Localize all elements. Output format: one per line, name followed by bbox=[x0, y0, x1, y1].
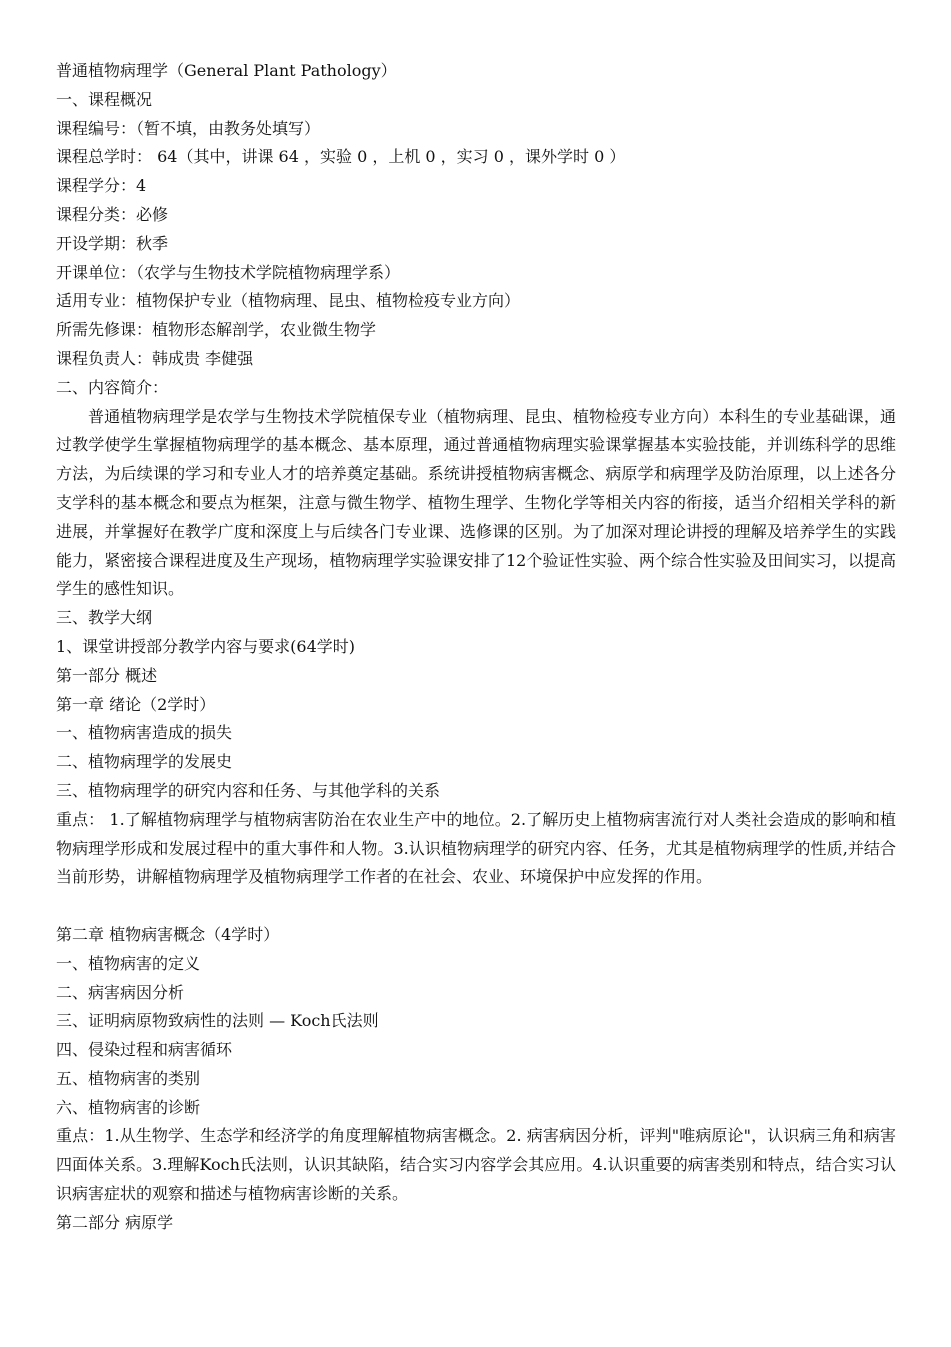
intro-paragraph: 普通植物病理学是农学与生物技术学院植保专业（植物病理、昆虫、植物检疫专业方向）本科生的专业基础课，通过教学使学生掌握植物病理学的基本概念、基本原理，通过普通植物病理实验课掌握基本实验技能，并训练科学的思维方法，为后续课的学习和专业人才的培养奠定基础。系统讲授植物病害概念、病原学和病理学及防治原理，以上述各分支学科的基本概念和要点为框架，注意与微生物学、植物生理学、生物化学等相关内容的衔接，适当介绍相关学科的新进展，并掌握好在教学广度和深度上与后续各门专业课、选修课的区别。为了加深对理论讲授的理解及培养学生的实践能力，紧密接合课程进度及生产现场，植物病理学实验课安排了12个验证性实验、两个综合性实验及田间实习，以提高学生的感性知识。 bbox=[56, 406, 896, 599]
chapter-two-item: 四、侵染过程和病害循环 bbox=[56, 1040, 233, 1060]
course-code: 课程编号：（暂不填，由教务处填写） bbox=[56, 118, 321, 138]
chapter-two-item: 一、植物病害的定义 bbox=[56, 953, 201, 973]
chapter-one-item: 一、植物病害造成的损失 bbox=[56, 723, 233, 743]
chapter-two-item: 三、证明病原物致病性的法则 — Koch氏法则 bbox=[56, 1011, 379, 1031]
chapter-two-keypoints: 重点：1.从生物学、生态学和经济学的角度理解植物病害概念。2. 病害病因分析，评判"唯病原论"，认识病三角和病害四面体关系。3.理解Koch氏法则，认识其缺陷，结合实习内容学会其应用。4.认识重要的病害类别和特点，结合实习认识病害症状的观察和描述与植物病害诊断的关系。 bbox=[56, 1126, 896, 1204]
document-title: 普通植物病理学（General Plant Pathology） bbox=[56, 61, 397, 80]
course-instructors: 课程负责人：韩成贵 李健强 bbox=[56, 348, 254, 368]
lecture-part-heading: 1、课堂讲授部分教学内容与要求(64学时) bbox=[56, 636, 356, 656]
chapter-two-title: 第二章 植物病害概念（4学时） bbox=[56, 924, 280, 944]
part-one-heading: 第一部分 概述 bbox=[56, 665, 158, 685]
course-department: 开课单位：（农学与生物技术学院植物病理学系） bbox=[56, 262, 401, 282]
chapter-two-item: 六、植物病害的诊断 bbox=[56, 1097, 201, 1117]
chapter-one-title: 第一章 绪论（2学时） bbox=[56, 694, 216, 714]
course-majors: 适用专业：植物保护专业（植物病理、昆虫、植物检疫专业方向） bbox=[56, 291, 521, 311]
chapter-one-item: 二、植物病理学的发展史 bbox=[56, 752, 233, 772]
chapter-two-item: 五、植物病害的类别 bbox=[56, 1068, 201, 1088]
chapter-one-keypoints: 重点： 1.了解植物病理学与植物病害防治在农业生产中的地位。2.了解历史上植物病害流行对人类社会造成的影响和植物病理学形成和发展过程中的重大事件和人物。3.认识植物病理学的研究内容、任务，尤其是植物病理学的性质,并结合当前形势，讲解植物病理学及植物病理学工作者的在社会、农业、环境保护中应发挥的作用。 bbox=[56, 809, 896, 887]
course-credits: 课程学分：4 bbox=[56, 176, 147, 196]
document-page bbox=[56, 57, 896, 1238]
section-heading-syllabus: 三、教学大纲 bbox=[56, 608, 153, 628]
chapter-two-item: 二、病害病因分析 bbox=[56, 982, 185, 1002]
chapter-one-item: 三、植物病理学的研究内容和任务、与其他学科的关系 bbox=[56, 780, 441, 800]
course-total-hours: 课程总学时： 64（其中，讲课 64 ，实验 0 ，上机 0 ，实习 0 ，课外学时 0 ） bbox=[56, 147, 626, 167]
course-semester: 开设学期：秋季 bbox=[56, 233, 169, 253]
part-two-heading: 第二部分 病原学 bbox=[56, 1212, 174, 1232]
section-heading-overview: 一、课程概况 bbox=[56, 89, 153, 109]
section-heading-intro: 二、内容简介： bbox=[56, 377, 169, 397]
course-prerequisites: 所需先修课：植物形态解剖学，农业微生物学 bbox=[56, 320, 377, 340]
blank-line bbox=[56, 892, 896, 921]
course-category: 课程分类：必修 bbox=[56, 204, 169, 224]
